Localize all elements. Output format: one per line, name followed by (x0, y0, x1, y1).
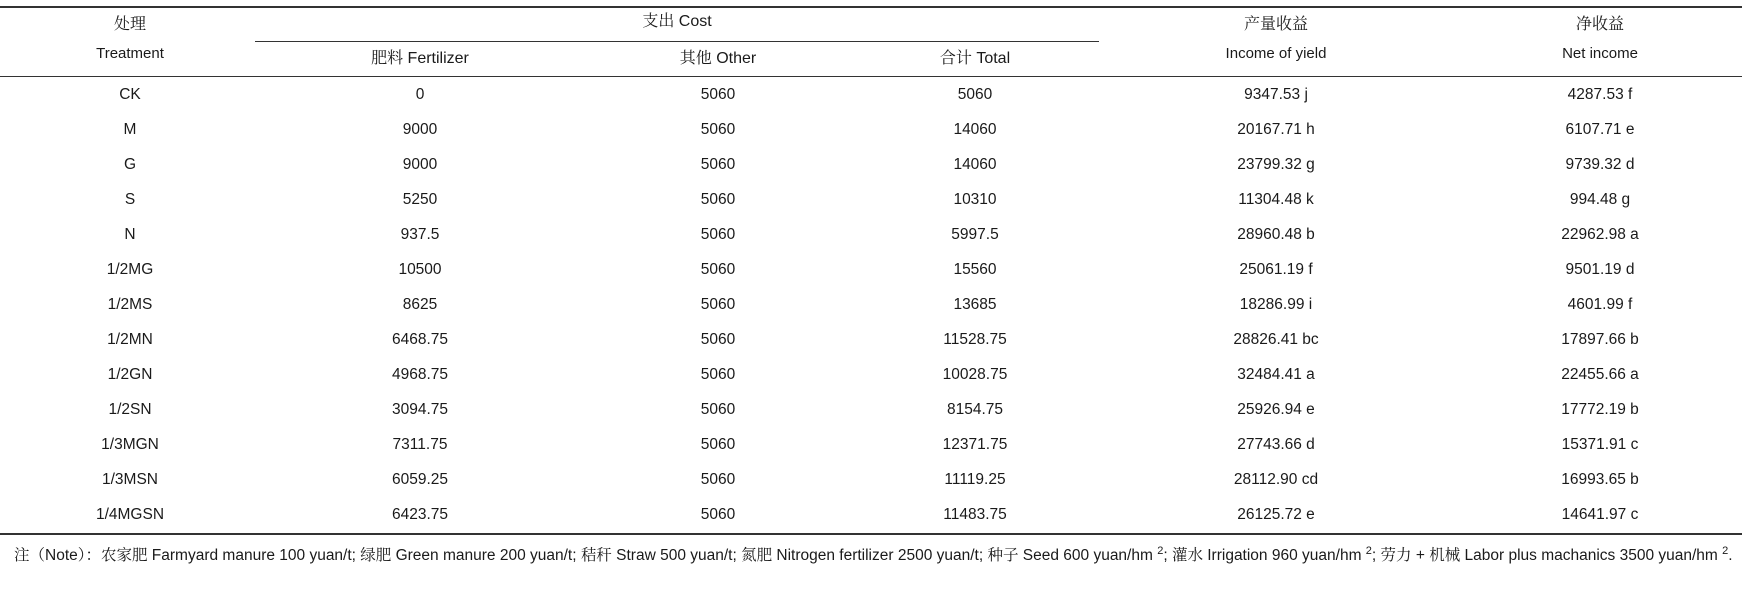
cell-net: 22455.66 a (1561, 366, 1639, 383)
cell-total: 10310 (953, 191, 997, 208)
cell-total: 15560 (953, 261, 997, 278)
footnote-text-4: . (1728, 547, 1733, 564)
header-treatment-en: Treatment (96, 45, 164, 62)
cell-fertilizer: 3094.75 (391, 401, 449, 418)
cell-other: 5060 (700, 191, 736, 208)
table-row (0, 393, 1742, 428)
cell-total: 11528.75 (943, 331, 1007, 348)
header-cost-group: 支出 Cost (642, 13, 712, 30)
cell-treatment: 1/3MGN (101, 436, 159, 453)
cost-group-rule (255, 41, 1099, 42)
header-income-en: Income of yield (1225, 45, 1327, 62)
cell-fertilizer: 7311.75 (392, 436, 448, 453)
cell-income: 27743.66 d (1237, 436, 1315, 453)
cell-other: 5060 (700, 156, 736, 173)
cell-net: 17897.66 b (1561, 331, 1639, 348)
footnote-text-1: 注（Note）：农家肥 Farmyard manure 100 yuan/t; 绿肥 Green manure 200 yuan/t; 秸秆 Straw 500 yuan/t; 氮肥 Nitrogen fertilizer 2500 yuan/t; 种子 Seed 600 yuan/hm (14, 547, 1158, 564)
table-row (0, 253, 1742, 288)
cell-other: 5060 (700, 226, 736, 243)
cell-total: 8154.75 (946, 401, 1004, 418)
cell-other: 5060 (700, 261, 736, 278)
cell-fertilizer: 4968.75 (391, 366, 449, 383)
cell-treatment: CK (119, 86, 141, 103)
table-row (0, 183, 1742, 218)
cell-other: 5060 (700, 366, 736, 383)
cell-other: 5060 (700, 121, 736, 138)
cell-income: 32484.41 a (1237, 366, 1315, 383)
cell-fertilizer: 6059.25 (391, 471, 449, 488)
cell-treatment: 1/2MG (106, 261, 154, 278)
footnote-superscript: 2 (1157, 544, 1164, 557)
header-treatment-cn: 处理 (113, 16, 147, 33)
cell-fertilizer: 937.5 (400, 226, 440, 243)
cell-net: 15371.91 c (1561, 436, 1639, 453)
cell-fertilizer: 0 (415, 86, 425, 103)
cell-net: 14641.97 c (1561, 506, 1639, 523)
cell-total: 5997.5 (951, 226, 999, 243)
cell-total: 13685 (953, 296, 997, 313)
footnote-superscript: 2 (1722, 544, 1729, 557)
header-fertilizer: 肥料 Fertilizer (371, 50, 469, 67)
cell-income: 11304.48 k (1238, 191, 1314, 208)
cell-other: 5060 (700, 401, 736, 418)
cell-income: 28960.48 b (1237, 226, 1315, 243)
cell-other: 5060 (700, 296, 736, 313)
table-row (0, 288, 1742, 323)
footnote-text-3: ; 劳力 + 机械 Labor plus machanics 3500 yuan/hm (1371, 547, 1723, 564)
cell-treatment: 1/2MS (107, 296, 153, 313)
table-header-rule (0, 76, 1742, 77)
cell-net: 9739.32 d (1565, 156, 1635, 173)
cell-total: 11483.75 (943, 506, 1007, 523)
cell-income: 28826.41 bc (1233, 331, 1319, 348)
cell-total: 11119.25 (944, 471, 1006, 488)
cell-treatment: N (124, 226, 136, 243)
table-row (0, 148, 1742, 183)
cell-other: 5060 (700, 331, 736, 348)
cell-other: 5060 (700, 436, 736, 453)
cell-fertilizer: 8625 (402, 296, 438, 313)
table-row (0, 358, 1742, 393)
cell-income: 26125.72 e (1237, 506, 1315, 523)
cell-income: 23799.32 g (1237, 156, 1315, 173)
cell-income: 9347.53 j (1244, 86, 1308, 103)
cell-income: 20167.71 h (1237, 121, 1315, 138)
cell-net: 22962.98 a (1561, 226, 1639, 243)
cell-fertilizer: 5250 (402, 191, 438, 208)
cell-fertilizer: 6423.75 (391, 506, 449, 523)
table-footnote (14, 545, 1734, 567)
cell-other: 5060 (700, 86, 736, 103)
cell-total: 14060 (953, 156, 997, 173)
table-bottom-rule (0, 533, 1742, 535)
header-income-cn: 产量收益 (1243, 16, 1309, 33)
cell-net: 16993.65 b (1561, 471, 1639, 488)
header-net-cn: 净收益 (1575, 16, 1625, 33)
cell-net: 994.48 g (1569, 191, 1631, 208)
cell-net: 9501.19 d (1565, 261, 1635, 278)
cell-treatment: 1/4MGSN (95, 506, 165, 523)
cell-treatment: 1/2MN (107, 331, 153, 348)
header-total: 合计 Total (939, 50, 1011, 67)
cell-net: 4601.99 f (1567, 296, 1633, 313)
cell-treatment: S (124, 191, 136, 208)
cell-total: 10028.75 (942, 366, 1008, 383)
cell-income: 18286.99 i (1239, 296, 1313, 313)
cell-treatment: 1/2GN (107, 366, 153, 383)
footnote-superscript: 2 (1365, 544, 1372, 557)
cell-income: 28112.90 cd (1233, 471, 1319, 488)
header-other: 其他 Other (679, 50, 757, 67)
table-row (0, 498, 1742, 533)
header-net-en: Net income (1562, 45, 1638, 62)
cell-treatment: M (123, 121, 137, 138)
cell-total: 5060 (957, 86, 993, 103)
table-top-rule (0, 6, 1742, 8)
cell-net: 6107.71 e (1565, 121, 1635, 138)
table-row (0, 463, 1742, 498)
cell-other: 5060 (700, 471, 736, 488)
table-row (0, 113, 1742, 148)
cell-fertilizer: 10500 (398, 261, 442, 278)
cell-treatment: 1/2SN (108, 401, 152, 418)
cell-fertilizer: 9000 (402, 156, 438, 173)
cell-income: 25926.94 e (1237, 401, 1315, 418)
cell-fertilizer: 9000 (402, 121, 438, 138)
cell-treatment: 1/3MSN (102, 471, 158, 488)
cell-net: 17772.19 b (1561, 401, 1639, 418)
table-row (0, 218, 1742, 253)
table-row (0, 323, 1742, 358)
cell-fertilizer: 6468.75 (391, 331, 449, 348)
cell-income: 25061.19 f (1239, 261, 1313, 278)
cell-net: 4287.53 f (1567, 86, 1633, 103)
cell-total: 12371.75 (942, 436, 1008, 453)
cell-treatment: G (123, 156, 137, 173)
cell-other: 5060 (700, 506, 736, 523)
cell-total: 14060 (953, 121, 997, 138)
footnote-text-2: ; 灌水 Irrigation 960 yuan/hm (1163, 547, 1366, 564)
table-row (0, 428, 1742, 463)
table-row (0, 78, 1742, 113)
